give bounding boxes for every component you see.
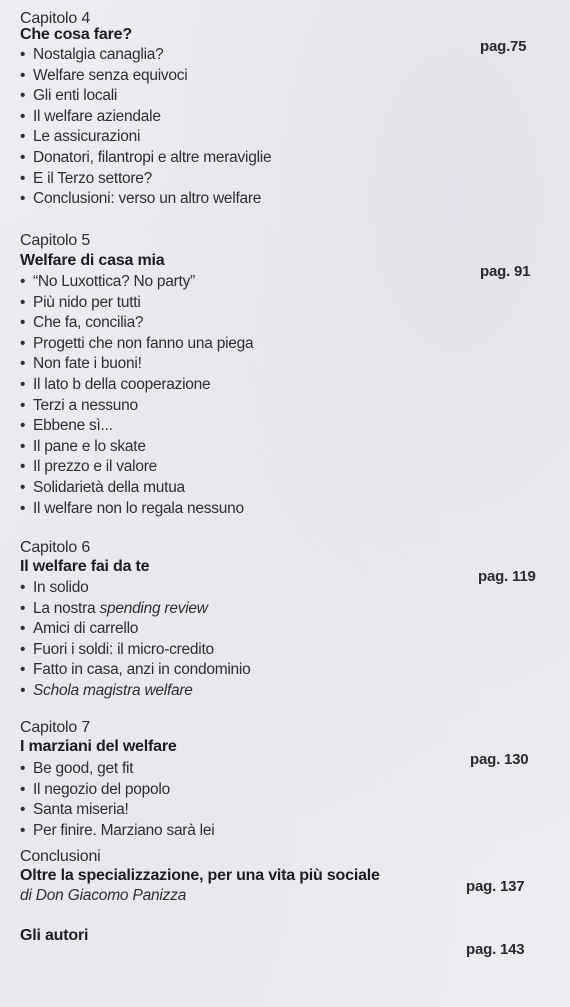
chapter-items-list <box>20 272 253 519</box>
list-item: • Solidarietà della mutua <box>20 478 185 496</box>
list-item: • Il prezzo e il valore <box>20 458 157 476</box>
list-item: • Il lato b della cooperazione <box>20 375 211 393</box>
chapter-label: Capitolo 5 <box>20 232 91 249</box>
page-number: pag. 143 <box>466 941 525 958</box>
list-item: • Fatto in casa, anzi in condominio <box>20 661 251 679</box>
page-number: pag. 130 <box>470 751 529 768</box>
list-item: • Be good, get fit <box>20 760 134 777</box>
list-item: • Che fa, concilia? <box>20 314 144 332</box>
chapter-items-list <box>20 45 271 210</box>
chapter-title: Che cosa fare? <box>20 26 132 43</box>
list-item: • Il pane e lo skate <box>20 437 146 455</box>
list-item: • Il welfare non lo regala nessuno <box>20 499 244 517</box>
list-item: • Welfare senza equivoci <box>20 66 188 84</box>
page-number: pag. 91 <box>480 263 531 280</box>
list-item: • Amici di carrello <box>20 620 139 638</box>
list-item: • In solido <box>20 579 89 596</box>
conclusions-label: Conclusioni <box>20 848 101 865</box>
authors-title: Gli autori <box>20 927 89 944</box>
page-number: pag.75 <box>480 38 527 55</box>
list-item: • Più nido per tutti <box>20 293 141 311</box>
list-item: • Fuori i soldi: il micro-credito <box>20 640 214 658</box>
conclusions-title: Oltre la specializzazione, per una vita più sociale <box>20 867 380 884</box>
list-item: • Terzi a nessuno <box>20 396 138 414</box>
chapter-items-list <box>20 759 214 841</box>
list-item: • Il welfare aziendale <box>20 107 161 125</box>
page-number: pag. 137 <box>466 878 525 895</box>
page-number: pag. 119 <box>478 568 536 585</box>
chapter-items-list <box>20 578 250 702</box>
list-item: • Schola magistra welfare <box>20 681 193 699</box>
chapter-title: Welfare di casa mia <box>20 252 165 269</box>
conclusions-author: di Don Giacomo Panizza <box>20 887 187 904</box>
chapter-label: Capitolo 7 <box>20 719 91 736</box>
chapter-title: Il welfare fai da te <box>20 558 150 575</box>
list-item: • Nostalgia canaglia? <box>20 46 164 63</box>
chapter-title: I marziani del welfare <box>20 738 177 755</box>
list-item: • Per finire. Marziano sarà lei <box>20 821 215 839</box>
list-item: • Non fate i buoni! <box>20 355 142 373</box>
list-item: • Gli enti locali <box>20 87 118 105</box>
list-item: • Santa miseria! <box>20 801 129 819</box>
list-item: • Donatori, filantropi e altre meraviglie <box>20 148 272 166</box>
list-item: • “No Luxottica? No party” <box>20 273 195 290</box>
list-item: • La nostra spending review <box>20 599 208 617</box>
list-item: • Il negozio del popolo <box>20 780 170 798</box>
list-item: • Le assicurazioni <box>20 128 141 146</box>
list-item: • Ebbene sì... <box>20 417 113 435</box>
list-item: • Conclusioni: verso un altro welfare <box>20 190 262 208</box>
list-item: • E il Terzo settore? <box>20 169 153 187</box>
chapter-label: Capitolo 4 <box>20 10 91 27</box>
chapter-label: Capitolo 6 <box>20 539 91 556</box>
list-item: • Progetti che non fanno una piega <box>20 334 254 352</box>
